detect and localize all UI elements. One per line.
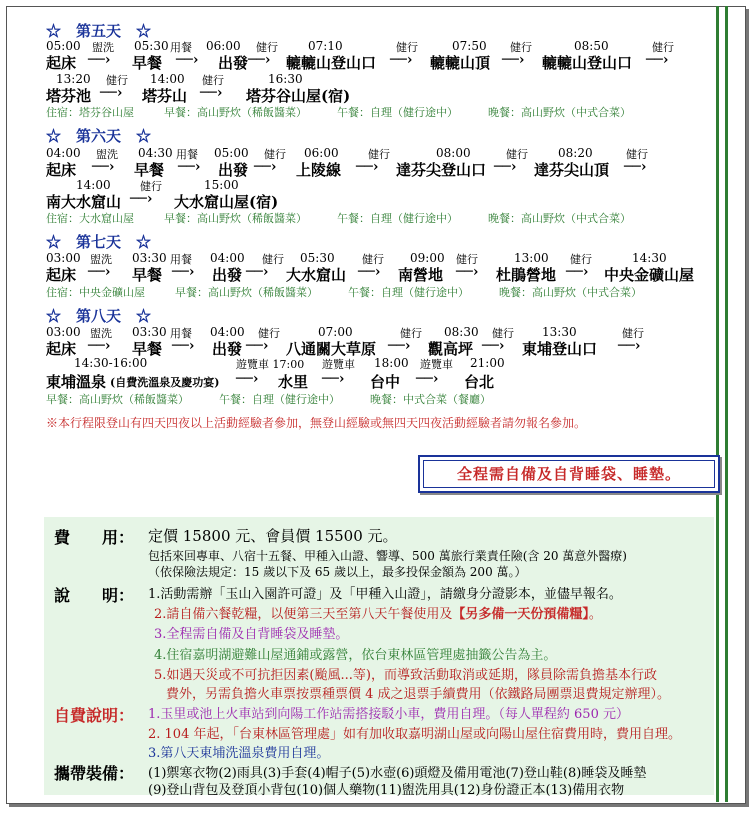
- arrow-icon: ──›: [88, 338, 111, 354]
- time-label: 08:50: [574, 39, 609, 53]
- place-label: 出發: [212, 266, 243, 284]
- arrow-icon: ──›: [388, 338, 411, 354]
- activity-label: 健行: [140, 180, 162, 193]
- time-label: 06:00: [206, 39, 241, 53]
- day7-meals: [46, 284, 672, 300]
- banner-text: 全程需自備及自背睡袋、睡墊。: [423, 460, 715, 488]
- stay-dinner: 晚餐：高山野炊（中式合菜）: [488, 212, 631, 225]
- activity-label: 健行: [256, 41, 278, 54]
- activity-label: 健行: [506, 148, 528, 161]
- arrow-icon: ──›: [172, 338, 195, 354]
- day6-title: ☆ 第六天 ☆: [46, 127, 152, 145]
- arrow-icon: ──›: [100, 85, 123, 101]
- activity-label: 用餐: [170, 327, 192, 340]
- time-label: 21:00: [470, 356, 505, 370]
- place-label: 台北: [464, 373, 495, 391]
- stay-lunch: 午餐：自理（健行途中）: [337, 212, 458, 225]
- activity-label: 健行: [570, 253, 592, 266]
- arrow-icon: ──›: [92, 159, 115, 175]
- place-note: (自費洗溫泉及慶功宴): [110, 376, 220, 389]
- explain-item-3: 3.全程需自備及自背睡袋及睡墊。: [154, 627, 349, 642]
- selfpay-item-2: 2. 104 年起，「台東林區管理處」如有加收取嘉明湖山屋或向陽山屋住宿費用時，費用自理。: [148, 727, 681, 742]
- arrow-icon: ──›: [246, 264, 269, 280]
- place-label: 起床: [46, 54, 77, 72]
- time-label: 14:30-16:00: [74, 356, 148, 370]
- place-label: 台中: [370, 373, 401, 391]
- stay-lodging: 住宿：塔芬谷山屋: [46, 106, 134, 119]
- arrow-icon: ──›: [200, 85, 223, 101]
- arrow-icon: ──›: [172, 264, 195, 280]
- explain-item-5: 5.如遇天災或不可抗拒因素(颱風...等)，而導致活動取消或延期，隊員除需負擔基本行政: [154, 668, 657, 683]
- selfpay-item-3: 3.第八天東埔洗溫泉費用自理。: [148, 746, 330, 761]
- activity-label: 健行: [626, 148, 648, 161]
- day5-meals: [46, 104, 661, 120]
- explain-item-5-cont: 費外，另需負擔火車票按票種票價 4 成之退票手續費用（依鐵路局團票退費規定辦理）。: [166, 687, 671, 702]
- place-label: 南營地: [398, 266, 444, 284]
- time-label: 13:20: [56, 72, 91, 86]
- arrow-icon: ──›: [236, 371, 259, 387]
- activity-label: 用餐: [170, 253, 192, 266]
- arrow-icon: ──›: [88, 52, 111, 68]
- explain-label: 說 明：: [54, 586, 135, 605]
- activity-label: 健行: [510, 41, 532, 54]
- explain-item-2-end: 。: [588, 607, 602, 622]
- place-label: 達芬尖登山口: [396, 161, 487, 179]
- arrow-icon: ──›: [416, 371, 439, 387]
- activity-label: 遊覽車 17:00: [236, 358, 305, 371]
- place-label: 轆轆山頂: [430, 54, 491, 72]
- fee-insurance-note: （依保險法規定：15 歲以下及 65 歲以上，最多投保金額為 200 萬。）: [148, 565, 527, 579]
- place-label: 早餐: [134, 161, 165, 179]
- activity-label: 健行: [396, 41, 418, 54]
- place-label: 大水窟山: [286, 266, 347, 284]
- stay-dinner: 晚餐：高山野炊（中式合菜）: [499, 286, 642, 299]
- activity-label: 健行: [106, 74, 128, 87]
- place-label: 觀高坪: [428, 340, 474, 358]
- time-label: 03:30: [132, 251, 167, 265]
- gear-line-2: (9)登山背包及登頂小背包(10)個人藥物(11)盥洗用具(12)身份證正本(13)備用衣物: [148, 783, 625, 798]
- time-label: 06:00: [304, 146, 339, 160]
- place-label: 八通關大草原: [286, 340, 377, 358]
- place-label: 上陵線: [296, 161, 342, 179]
- time-label: 07:00: [318, 325, 353, 339]
- place-label: 水里: [278, 373, 309, 391]
- activity-label: 健行: [264, 148, 286, 161]
- place-label: 南大水窟山: [46, 193, 122, 211]
- time-label: 05:30: [300, 251, 335, 265]
- time-label: 08:20: [558, 146, 593, 160]
- experience-notice: ※本行程限登山有四天四夜以上活動經驗者參加，無登山經驗或無四天四夜活動經驗者請勿報名參加。: [46, 416, 587, 430]
- gear-label: 攜帶裝備：: [54, 764, 135, 783]
- arrow-icon: ──›: [566, 264, 589, 280]
- place-label: 杜鵑營地: [496, 266, 557, 284]
- info-panel: [44, 517, 714, 798]
- time-label: 15:00: [204, 178, 239, 192]
- arrow-icon: ──›: [482, 338, 505, 354]
- activity-label: 健行: [456, 253, 478, 266]
- place-label: 轆轆山登山口: [286, 54, 377, 72]
- place-label: 早餐: [132, 54, 163, 72]
- time-label: 04:00: [210, 325, 245, 339]
- place-label: 大水窟山屋(宿): [174, 193, 279, 211]
- place-label: 東埔登山口: [522, 340, 598, 358]
- activity-label: 用餐: [176, 148, 198, 161]
- arrow-icon: ──›: [646, 52, 669, 68]
- time-label: 05:00: [46, 39, 81, 53]
- time-label: 04:30: [138, 146, 173, 160]
- activity-label: 健行: [362, 253, 384, 266]
- day7-title: ☆ 第七天 ☆: [46, 233, 152, 251]
- explain-item-2-text: 2.請自備六餐乾糧，以便第三天至第八天午餐使用及: [154, 607, 453, 622]
- fee-includes: 包括來回專車、八宿十五餐、甲種入山證、響導、500 萬旅行業責任險(含 20 萬意外醫療): [148, 549, 627, 563]
- activity-label: 遊覽車: [420, 358, 453, 371]
- time-label: 18:00: [374, 356, 409, 370]
- activity-label: 健行: [400, 327, 422, 340]
- time-label: 03:00: [46, 325, 81, 339]
- time-label: 08:30: [444, 325, 479, 339]
- stay-breakfast: 早餐：高山野炊（稀飯醬菜）: [164, 106, 307, 119]
- stay-lodging: 住宿：大水窟山屋: [46, 212, 134, 225]
- arrow-icon: ──›: [358, 264, 381, 280]
- activity-label: 健行: [492, 327, 514, 340]
- stay-lunch: 午餐：自理（健行途中）: [219, 393, 340, 406]
- activity-label: 遊覽車: [322, 358, 355, 371]
- time-label: 07:10: [308, 39, 343, 53]
- arrow-icon: ──›: [178, 159, 201, 175]
- time-label: 14:30: [632, 251, 667, 265]
- right-border-line-2: [725, 6, 728, 802]
- place-label: 塔芬谷山屋(宿): [246, 87, 351, 105]
- activity-label: 盥洗: [96, 148, 118, 161]
- stay-breakfast: 早餐：高山野炊（稀飯醬菜）: [46, 393, 189, 406]
- time-label: 14:00: [76, 178, 111, 192]
- time-label: 05:00: [214, 146, 249, 160]
- stay-lunch: 午餐：自理（健行途中）: [337, 106, 458, 119]
- arrow-icon: ──›: [456, 264, 479, 280]
- arrow-icon: ──›: [248, 52, 271, 68]
- selfpay-label: 自費說明：: [54, 706, 135, 725]
- gear-line-1: (1)禦寒衣物(2)雨具(3)手套(4)帽子(5)水壺(6)頭燈及備用電池(7)登山鞋(8)睡袋及睡墊: [148, 766, 647, 781]
- time-label: 03:30: [132, 325, 167, 339]
- arrow-icon: ──›: [130, 191, 153, 207]
- arrow-icon: ──›: [502, 52, 525, 68]
- arrow-icon: ──›: [390, 52, 413, 68]
- time-label: 04:00: [210, 251, 245, 265]
- activity-label: 盥洗: [90, 253, 112, 266]
- arrow-icon: ──›: [356, 159, 379, 175]
- right-border-line: [716, 6, 719, 802]
- arrow-icon: ──›: [322, 371, 345, 387]
- place-label: 出發: [212, 340, 243, 358]
- sleeping-bag-banner: [418, 455, 720, 493]
- arrow-icon: ──›: [176, 52, 199, 68]
- time-label: 14:00: [150, 72, 185, 86]
- place-label: 起床: [46, 161, 77, 179]
- place-label: 塔芬池: [46, 87, 92, 105]
- place-label: 早餐: [132, 340, 163, 358]
- place-label: 早餐: [132, 266, 163, 284]
- activity-label: 用餐: [170, 41, 192, 54]
- time-label: 13:00: [514, 251, 549, 265]
- activity-label: 健行: [368, 148, 390, 161]
- place-label: 達芬尖山頂: [534, 161, 610, 179]
- arrow-icon: ──›: [246, 338, 269, 354]
- place-label: 東埔溫泉: [46, 373, 107, 391]
- stay-breakfast: 早餐：高山野炊（稀飯醬菜）: [164, 212, 307, 225]
- day6-meals: [46, 210, 661, 226]
- time-label: 09:00: [410, 251, 445, 265]
- arrow-icon: ──›: [254, 159, 277, 175]
- time-label: 07:50: [452, 39, 487, 53]
- place-label: 塔芬山: [142, 87, 188, 105]
- explain-item-4: 4.住宿嘉明湖避難山屋通鋪或露營，依台東林區管理處抽籤公告為主。: [154, 648, 557, 663]
- activity-label: 健行: [258, 327, 280, 340]
- explain-item-1: 1.活動需辦「玉山入園許可證」及「甲種入山證」，請繳身分證影本，並儘早報名。: [148, 587, 622, 602]
- activity-label: 健行: [622, 327, 644, 340]
- time-label: 08:00: [436, 146, 471, 160]
- place-label: 起床: [46, 266, 77, 284]
- time-label: 13:30: [542, 325, 577, 339]
- activity-label: 健行: [202, 74, 224, 87]
- explain-item-2-highlight: 【另多備一天份預備糧】: [452, 607, 589, 622]
- stay-dinner: 晚餐：高山野炊（中式合菜）: [488, 106, 631, 119]
- time-label: 16:30: [268, 72, 303, 86]
- time-label: 04:00: [46, 146, 81, 160]
- activity-label: 健行: [652, 41, 674, 54]
- activity-label: 盥洗: [90, 327, 112, 340]
- arrow-icon: ──›: [618, 338, 641, 354]
- place-label: 中央金礦山屋: [604, 266, 695, 284]
- place-label: 起床: [46, 340, 77, 358]
- day8-meals: [46, 391, 521, 407]
- arrow-icon: ──›: [88, 264, 111, 280]
- place-label: 轆轆山登山口: [542, 54, 633, 72]
- stay-breakfast: 早餐：高山野炊（稀飯醬菜）: [175, 286, 318, 299]
- place-label: 出發: [218, 54, 249, 72]
- selfpay-item-1: 1.玉里或池上火車站到向陽工作站需搭接駁小車，費用自理。（每人單程約 650 元）: [148, 707, 629, 722]
- day8-title: ☆ 第八天 ☆: [46, 307, 152, 325]
- explain-item-2: [154, 603, 602, 622]
- activity-label: 健行: [262, 253, 284, 266]
- fee-label: 費 用：: [54, 528, 135, 547]
- time-label: 05:30: [134, 39, 169, 53]
- stay-lodging: 住宿：中央金礦山屋: [46, 286, 145, 299]
- stay-dinner: 晚餐：中式合菜（餐廳）: [370, 393, 491, 406]
- fee-price: 定價 15800 元、會員價 15500 元。: [148, 527, 398, 545]
- day5-title: ☆ 第五天 ☆: [46, 22, 152, 40]
- arrow-icon: ──›: [624, 159, 647, 175]
- place-label: 出發: [218, 161, 249, 179]
- arrow-icon: ──›: [494, 159, 517, 175]
- activity-label: 盥洗: [92, 41, 114, 54]
- time-label: 03:00: [46, 251, 81, 265]
- stay-lunch: 午餐：自理（健行途中）: [348, 286, 469, 299]
